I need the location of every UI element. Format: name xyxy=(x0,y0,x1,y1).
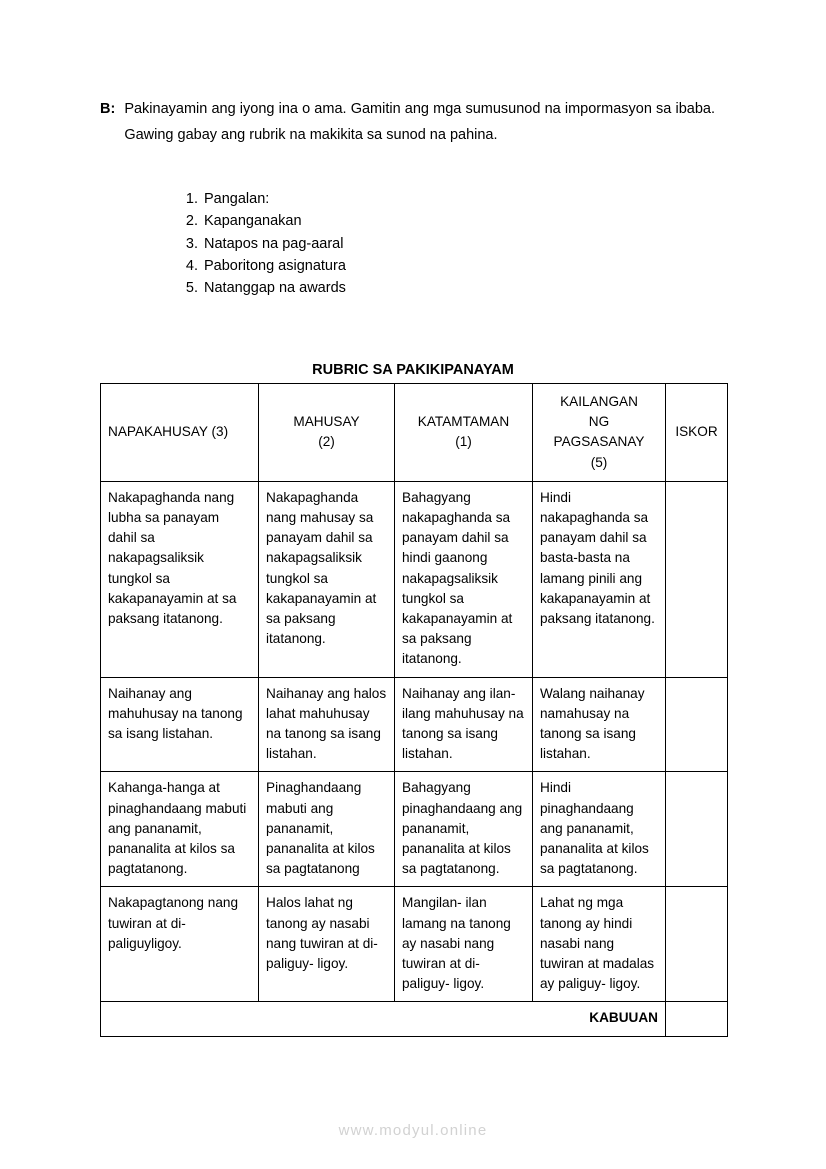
instruction-label: B: xyxy=(100,101,116,117)
table-cell: Naihanay ang halos lahat mahuhusay na tanong sa isang listahan. xyxy=(259,677,395,772)
list-item-number: 4. xyxy=(185,257,198,274)
information-list xyxy=(176,188,346,299)
list-item-label: Paboritong asignatura xyxy=(204,257,346,274)
column-header-napakahusay: NAPAKAHUSAY (3) xyxy=(101,384,259,482)
table-cell: Nakapaghanda nang lubha sa panayam dahil sa nakapagsaliksik tungkol sa kakapanayamin at sa paksang itatanong. xyxy=(101,481,259,677)
list-item xyxy=(176,277,346,299)
column-header-mahusay-line1: MAHUSAY xyxy=(293,414,360,430)
list-item xyxy=(176,233,346,255)
rubric-title: RUBRIC SA PAKIKIPANAYAM xyxy=(312,362,514,378)
column-header-katamtaman xyxy=(395,384,533,482)
list-item-label: Natapos na pag-aaral xyxy=(204,235,344,252)
list-item-number: 1. xyxy=(185,191,198,207)
table-cell: Naihanay ang ilan- ilang mahuhusay na tanong sa isang listahan. xyxy=(395,677,533,772)
table-row xyxy=(101,887,728,1002)
score-cell[interactable] xyxy=(666,772,728,887)
column-header-mahusay xyxy=(259,384,395,482)
table-cell: Naihanay ang mahuhusay na tanong sa isang listahan. xyxy=(101,677,259,772)
list-item-number: 3. xyxy=(185,235,198,252)
table-cell: Kahanga-hanga at pinaghandaang mabuti ang pananamit, pananalita at kilos sa pagtatanong. xyxy=(101,772,259,887)
list-item-label: Pangalan: xyxy=(204,191,270,207)
instruction-block xyxy=(100,96,715,148)
list-item xyxy=(176,188,346,210)
table-header-row xyxy=(101,384,728,482)
table-row xyxy=(101,481,728,677)
total-score-cell[interactable] xyxy=(666,1002,728,1036)
list-item xyxy=(176,255,346,277)
instruction-text: Pakinayamin ang iyong ina o ama. Gamitin ang mga sumusunod na impormasyon sa ibaba. Gawing gabay ang rubrik na makikita sa sunod na pahina. xyxy=(124,101,715,143)
table-cell: Nakapaghanda nang mahusay sa panayam dahil sa nakapagsaliksik tungkol sa kakapanayamin at sa paksang itatanong. xyxy=(259,481,395,677)
table-cell: Hindi nakapaghanda sa panayam dahil sa basta-basta na lamang pinili ang kakapanayamin at paksang itatanong. xyxy=(533,481,666,677)
watermark: www.modyul.online xyxy=(338,1122,488,1139)
column-header-katamtaman-line2: (1) xyxy=(455,434,472,450)
score-cell[interactable] xyxy=(666,481,728,677)
list-item-label: Kapanganakan xyxy=(204,213,302,230)
table-row xyxy=(101,772,728,887)
table-cell: Bahagyang nakapaghanda sa panayam dahil sa hindi gaanong nakapagsaliksik tungkol sa kakapanayamin at sa paksang itatanong. xyxy=(395,481,533,677)
column-header-kailangan-line2: NG xyxy=(588,414,610,430)
list-item-number: 2. xyxy=(185,213,198,230)
table-cell: Nakapagtanong nang tuwiran at di-paliguyligoy. xyxy=(101,887,259,1002)
list-item xyxy=(176,210,346,232)
score-cell[interactable] xyxy=(666,887,728,1002)
list-item-number: 5. xyxy=(185,280,198,297)
column-header-iskor: ISKOR xyxy=(666,384,728,482)
table-cell: Halos lahat ng tanong ay nasabi nang tuwiran at di- paliguy- ligoy. xyxy=(259,887,395,1002)
column-header-kailangan-ng-pagsasanay xyxy=(533,384,666,482)
total-label: KABUUAN xyxy=(101,1002,666,1036)
column-header-kailangan-line3: PAGSASANAY xyxy=(553,434,645,450)
list-item-label: Natanggap na awards xyxy=(204,280,346,297)
table-cell: Walang naihanay namahusay na tanong sa isang listahan. xyxy=(533,677,666,772)
table-cell: Mangilan- ilan lamang na tanong ay nasabi nang tuwiran at di- paliguy- ligoy. xyxy=(395,887,533,1002)
rubric-table-wrapper xyxy=(100,383,727,1037)
column-header-kailangan-line4: (5) xyxy=(590,454,608,470)
column-header-katamtaman-line1: KATAMTAMAN xyxy=(417,414,510,430)
table-cell: Lahat ng mga tanong ay hindi nasabi nang tuwiran at madalas ay paliguy- ligoy. xyxy=(533,887,666,1002)
table-cell: Hindi pinaghandaang ang pananamit, pananalita at kilos sa pagtatanong. xyxy=(533,772,666,887)
column-header-kailangan-line1: KAILANGAN xyxy=(560,394,638,409)
table-row xyxy=(101,677,728,772)
rubric-table xyxy=(100,383,728,1037)
table-cell: Bahagyang pinaghandaang ang pananamit, pananalita at kilos sa pagtatanong. xyxy=(395,772,533,887)
column-header-mahusay-line2: (2) xyxy=(318,434,335,450)
table-cell: Pinaghandaang mabuti ang pananamit, pananalita at kilos sa pagtatanong xyxy=(259,772,395,887)
table-total-row xyxy=(101,1002,728,1036)
score-cell[interactable] xyxy=(666,677,728,772)
